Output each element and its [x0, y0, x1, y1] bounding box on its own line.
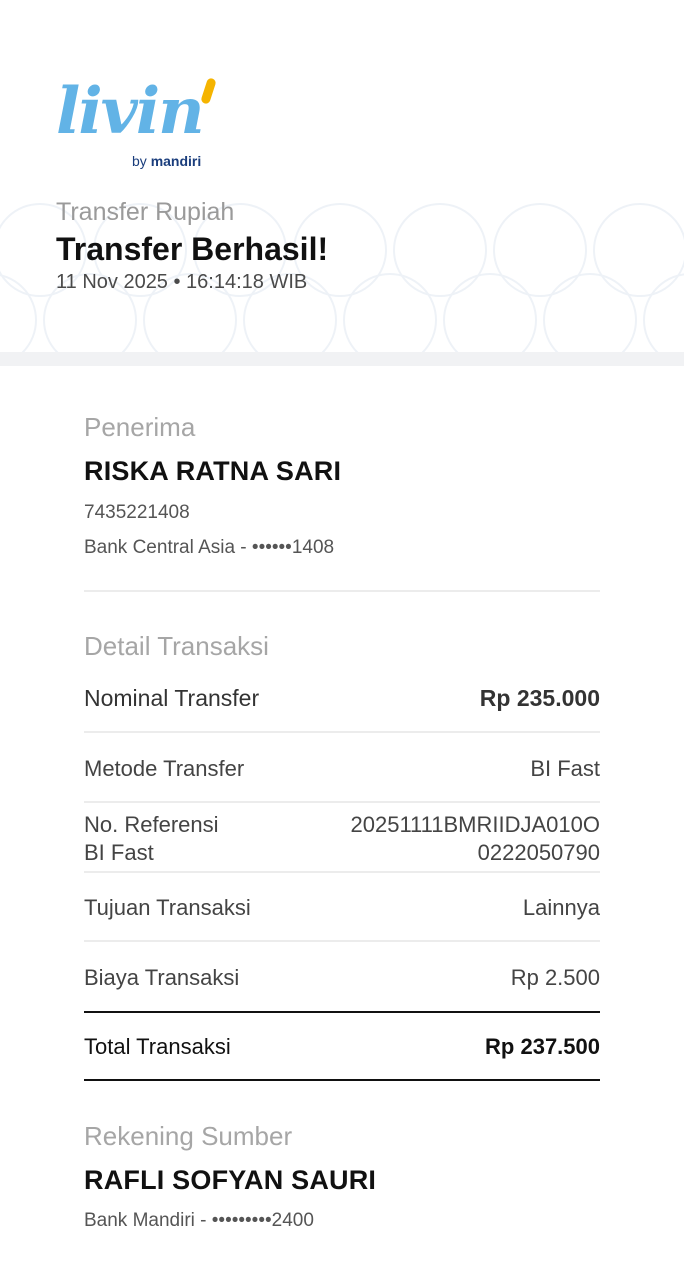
transaction-fee-value: Rp 2.500 [510, 965, 600, 990]
divider [84, 871, 600, 873]
source-account-section-label: Rekening Sumber [84, 1121, 293, 1151]
source-account-bank: Bank Mandiri - •••••••••2400 [84, 1210, 314, 1231]
transfer-method-label: Metode Transfer [84, 756, 245, 781]
nominal-transfer-value: Rp 235.000 [479, 685, 600, 711]
total-transaction-value: Rp 237.500 [485, 1034, 600, 1059]
reference-number-row [84, 811, 600, 867]
transaction-type: Transfer Rupiah [56, 198, 235, 226]
receipt-header [0, 0, 684, 352]
logo-byline: by mandiri [132, 153, 202, 169]
transaction-datetime: 11 Nov 2025 • 16:14:18 WIB [56, 271, 308, 293]
transaction-purpose-row [84, 894, 600, 922]
reference-number-value: 20251111BMRIIDJA010O 0222050790 [350, 812, 600, 865]
logo-wordmark: livin [56, 74, 203, 149]
recipient-name: RISKA RATNA SARI [84, 456, 342, 486]
total-transaction-label: Total Transaksi [84, 1034, 231, 1059]
logo-accent-mark [200, 77, 217, 105]
recipient-section-label: Penerima [84, 412, 196, 442]
total-divider-top [84, 1011, 600, 1013]
transaction-fee-label: Biaya Transaksi [84, 965, 240, 990]
page-title: Transfer Berhasil! [56, 231, 329, 267]
reference-number-label: No. Referensi BI Fast [84, 812, 219, 865]
recipient-account-number: 7435221408 [84, 502, 190, 523]
transfer-method-value: BI Fast [530, 756, 600, 781]
divider [84, 940, 600, 942]
transfer-method-row [84, 755, 600, 783]
livin-mandiri-logo [56, 72, 226, 182]
divider [84, 590, 600, 592]
nominal-transfer-row [84, 684, 600, 712]
nominal-transfer-label: Nominal Transfer [84, 685, 260, 711]
transaction-fee-row [84, 964, 600, 992]
total-divider-bottom [84, 1079, 600, 1081]
divider [84, 731, 600, 733]
divider [84, 801, 600, 803]
header-separator-band [0, 352, 684, 366]
recipient-bank: Bank Central Asia - ••••••1408 [84, 537, 335, 558]
transaction-purpose-label: Tujuan Transaksi [84, 895, 251, 920]
source-account-name: RAFLI SOFYAN SAURI [84, 1165, 377, 1195]
details-section-label: Detail Transaksi [84, 631, 269, 661]
total-transaction-row [84, 1033, 600, 1061]
transaction-purpose-value: Lainnya [522, 895, 600, 920]
